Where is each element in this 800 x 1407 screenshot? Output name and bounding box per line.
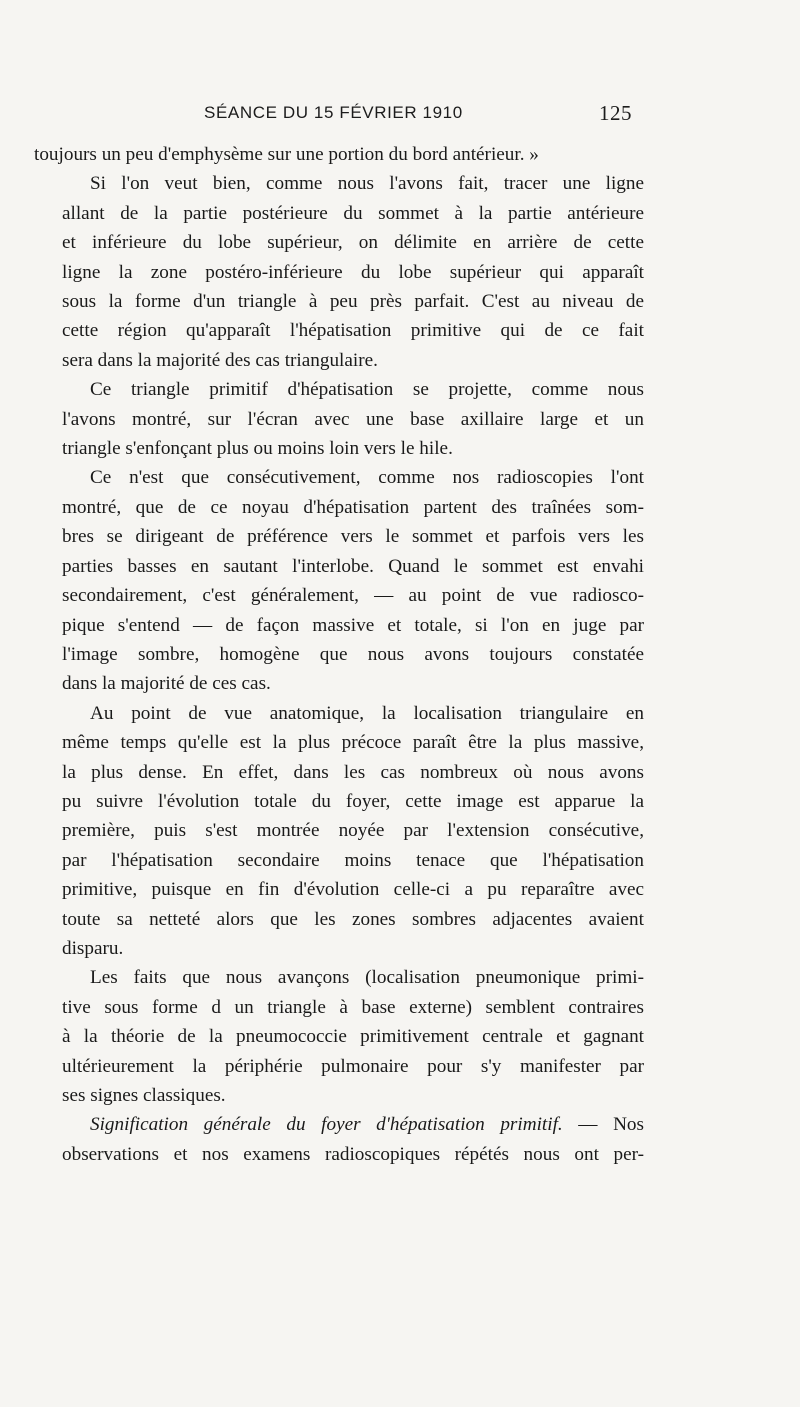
paragraph (34, 140, 644, 169)
text-line: Ce triangle primitif d'hépatisation se projette, comme nous (90, 379, 644, 401)
body-text (34, 140, 644, 1169)
text-line: à la théorie de la pneumococcie primitivement centrale et gagnant (62, 1026, 644, 1048)
running-head: SÉANCE DU 15 FÉVRIER 1910 (204, 103, 463, 122)
text-line: primitive, puisque en fin d'évolution celle-ci a pu reparaître avec (62, 879, 644, 901)
paragraph-section-title (34, 1110, 644, 1169)
paragraph (34, 963, 644, 1110)
text-line: Les faits que nous avançons (localisation pneumonique primi- (90, 967, 644, 989)
paragraph (34, 463, 644, 698)
text-line: la plus dense. En effet, dans les cas nombreux où nous avons (62, 761, 644, 783)
text-line: même temps qu'elle est la plus précoce paraît être la plus massive, (62, 732, 644, 754)
paragraph (34, 169, 644, 375)
section-title-italic: Signification générale du foyer d'hépatisation primitif. (90, 1114, 563, 1136)
text-line: disparu. (62, 937, 124, 959)
text-line: ses signes classiques. (62, 1085, 226, 1106)
text-line: montré, que de ce noyau d'hépatisation partent des traînées som- (62, 496, 644, 518)
text-line: sous la forme d'un triangle à peu près parfait. C'est au niveau de (62, 291, 644, 313)
text-line: et inférieure du lobe supérieur, on délimite en arrière de cette (62, 232, 644, 254)
text-line: bres se dirigeant de préférence vers le sommet et parfois vers les (62, 526, 644, 548)
paragraph (34, 375, 644, 463)
text-line: pu suivre l'évolution totale du foyer, cette image est apparue la (62, 790, 644, 812)
text-line: toujours un peu d'emphysème sur une portion du bord antérieur. » (34, 144, 539, 165)
text-line: parties basses en sautant l'interlobe. Quand le sommet est envahi (62, 555, 644, 577)
page-header (34, 101, 636, 131)
text-line: toute sa netteté alors que les zones sombres adjacentes avaient (62, 908, 644, 930)
text-line: allant de la partie postérieure du sommet à la partie antérieure (62, 202, 644, 224)
text-line: sera dans la majorité des cas triangulaire. (62, 349, 378, 371)
text-line: triangle s'enfonçant plus ou moins loin vers le hile. (62, 438, 453, 460)
text-line: par l'hépatisation secondaire moins tenace que l'hépatisation (62, 849, 644, 871)
text-line: l'image sombre, homogène que nous avons toujours constatée (62, 643, 644, 665)
text-line: ultérieurement la périphérie pulmonaire pour s'y manifester par (62, 1055, 644, 1077)
text-line: Si l'on veut bien, comme nous l'avons fait, tracer une ligne (90, 173, 644, 195)
text-line: cette région qu'apparaît l'hépatisation primitive qui de ce fait (62, 320, 644, 342)
text-line: secondairement, c'est généralement, — au point de vue radiosco- (62, 585, 644, 607)
page-number: 125 (599, 101, 632, 125)
paragraph (34, 699, 644, 964)
text-line: pique s'entend — de façon massive et totale, si l'on en juge par (62, 614, 644, 636)
text-line: Ce n'est que consécutivement, comme nos radioscopies l'ont (90, 467, 644, 489)
text-line: tive sous forme d un triangle à base externe) semblent contraires (62, 996, 644, 1018)
text-line: l'avons montré, sur l'écran avec une base axillaire large et un (62, 408, 644, 430)
text-line: Au point de vue anatomique, la localisation triangulaire en (90, 702, 644, 724)
text-line: première, puis s'est montrée noyée par l'extension consécutive, (62, 820, 644, 842)
text-line: observations et nos examens radioscopiques répétés nous ont per- (62, 1143, 644, 1165)
text-line: dans la majorité de ces cas. (62, 673, 271, 695)
section-title-tail: — Nos (562, 1114, 644, 1136)
text-line (34, 1110, 644, 1139)
text-line: ligne la zone postéro-inférieure du lobe supérieur qui apparaît (62, 261, 644, 283)
